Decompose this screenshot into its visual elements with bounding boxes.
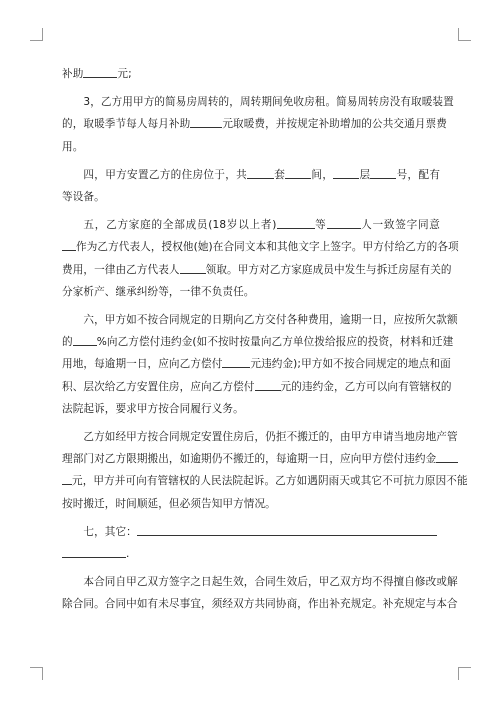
text-line: 积、层次给乙方安置住房，应向乙方偿付 元的违约金，乙方可以向有管辖权的 [62,376,440,398]
text-line: 除合同。合同中如有未尽事宜，须经双方共同协商，作出补充规定。补充规定与本合 [62,598,458,611]
document-page [62,63,468,617]
blank-field [83,65,117,78]
text-line: 五，乙方家庭的全部成员(18岁以上者) 等 人一致签字同意 [62,214,440,236]
blank-field [247,166,274,179]
paragraph-clause-7 [62,521,440,565]
paragraph-party-b-relocation [62,426,468,515]
text-line: 四，甲方安置乙方的住房位于，共 套 间， 层 号，配有 [62,164,440,186]
crop-mark-bottom-right [458,667,471,680]
paragraph-clause-4 [62,164,440,208]
text-line: 元，甲方并可向有管辖权的人民法院起诉。乙方如遇阴雨天或其它不可抗力原因不能 [62,470,440,492]
blank-field [190,115,222,128]
blank-field [327,216,361,229]
text-line: 补助 元; [62,63,440,85]
crop-mark-bottom-left [30,667,43,680]
paragraph-clause-3 [62,91,454,158]
blank-field [370,166,396,179]
crop-mark-top-right [458,28,471,41]
blank-field [137,523,437,536]
text-line: 六，甲方如不按合同规定的日期向乙方交付各种费用，逾期一日，应按所欠款额 [83,314,458,327]
blank-field [436,450,458,463]
paragraph-clause-5 [62,214,459,303]
paragraph-clause-6 [62,309,458,420]
text-line: 分家析产、继承纠纷等，一律不负责任。 [62,285,255,298]
blank-field [62,238,76,251]
text-line: 等设备。 [62,191,105,204]
blank-field [180,261,206,274]
text-line: 费用，一律由乙方代表人 领取。甲方对乙方家庭成员中发生与拆迁房屋有关的 [62,259,440,281]
text-line: 3，乙方用甲方的简易房周转的，周转期间免收房租。简易周转房没有取暖装置 [83,96,454,109]
blank-field [62,472,72,485]
paragraph-effective-date [62,571,458,615]
blank-field [285,166,311,179]
text-line: 法院起诉，要求甲方按合同履行义务。 [62,402,244,415]
text-line: 理部门对乙方限期搬出，如逾期仍不搬迁的，每逾期一日，应向甲方偿付违约金 [62,448,440,470]
blank-field [62,545,126,558]
text-line: 用地，每逾期一日，应向乙方偿付 元违约金);甲方如不按合同规定的地点和面 [62,353,440,375]
text-line: . [62,543,440,565]
paragraph-subsidy-tail [62,63,440,85]
text-line: 的，取暖季节每人每月补助 元取暖费，并按规定补助增加的公共交通月票费 [62,113,440,135]
blank-field [333,166,359,179]
text-line: 用。 [62,140,84,153]
blank-field [222,355,250,368]
text-line: 本合同自甲乙双方签字之日起生效，合同生效后，甲乙双方均不得擅自修改或解 [83,576,458,589]
text-line: 乙方如经甲方按合同规定安置住房后，仍拒不搬迁的，由甲方申请当地房地产管 [83,431,458,444]
text-line: 作为乙方代表人，授权他(她)在合同文本和其他文字上签字。甲方付给乙方的各项 [62,236,440,258]
crop-mark-top-left [30,28,43,41]
text-line: 按时搬迁，时间顺延，但必须告知甲方情况。 [62,497,276,510]
blank-field [73,333,97,346]
text-line: 的 %向乙方偿付违约金(如不按时按量向乙方单位拨给报应的投资，材料和迁建 [62,331,440,353]
text-line: 七，其它： [62,521,440,543]
blank-field [255,378,281,391]
blank-field [277,216,315,229]
